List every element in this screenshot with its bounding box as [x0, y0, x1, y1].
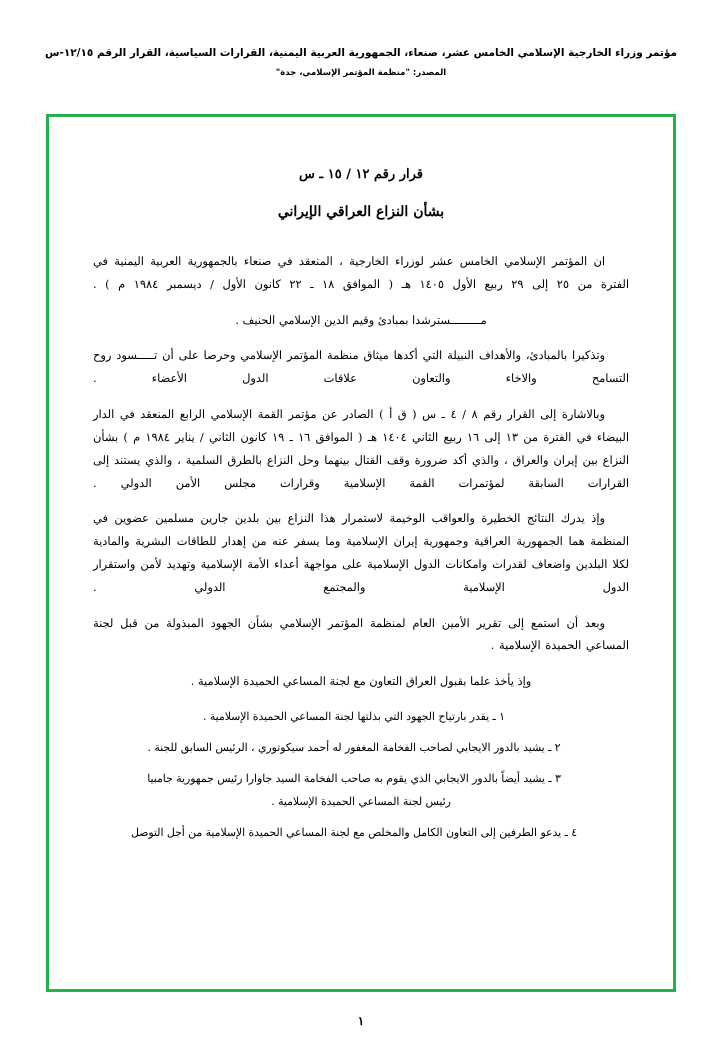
- paragraph-reference-resolution: وبالاشارة إلى القرار رقم ٨ / ٤ ـ س ( ق أ ) الصادر عن مؤتمر القمة الإسلامي الرابع المنعقد في الدار البيضاء في الفترة من ١٣ إلى ١٦ ربيع الثاني ١٤٠٤ هـ ( الموافق ١٦ ـ ١٩ كانون الثاني / يناير ١٩٨٤ م ) بشأن النزاع بين إيران والعراق ، والذي أكد ضرورة وقف القتال بينهما وحل النزاع بالطرق السلمية ، والذي يستند إلى القرارات السابقة لمؤتمرات القمة الإسلامية وقرارات مجلس الأمن الدولي .: [93, 407, 629, 490]
- header-source-line: المصدر: "منظمة المؤتمر الإسلامي، جدة": [275, 67, 447, 78]
- document-header: [0, 0, 722, 80]
- paragraph-iraq-cooperation: وإذ يأخذ علما بقبول العراق التعاون مع لجنة المساعي الحميدة الإسلامية .: [190, 674, 532, 689]
- content-frame: [46, 114, 676, 992]
- list-item: ٤ ـ يدعو الطرفين إلى التعاون الكامل والمخلص مع لجنة المساعي الحميدة الإسلامية من أجل التوصل: [131, 826, 577, 840]
- paragraph-guided-by: مـــــــــسترشدا بمبادئ وقيم الدين الإسلامي الحنيف .: [235, 312, 487, 327]
- paragraph-secretary-report: وبعد أن استمع إلى تقرير الأمين العام لمنظمة المؤتمر الإسلامي بشأن الجهود المبذولة من قبل لجنة المساعي الحميدة الإسلامية .: [93, 615, 629, 653]
- list-item: ١ ـ يقدر بارتياح الجهود التي بذلتها لجنة المساعي الحميدة الإسلامية .: [203, 710, 505, 723]
- paragraph-preamble-1: ان المؤتمر الإسلامي الخامس عشر لوزراء الخارجية ، المنعقد في صنعاء بالجمهورية العربية اليمنية في الفترة من ٢٥ إلى ٢٩ ربيع الأول ١٤٠٥ هـ ( الموافق ١٨ ـ ٢٢ كانون الأول / ديسمبر ١٩٨٤ م ) .: [93, 254, 629, 291]
- resolution-subject-title: بشأن النزاع العراقي الإيراني: [277, 204, 445, 220]
- list-item-continuation: رئيس لجنة المساعي الحميدة الإسلامية .: [271, 795, 451, 809]
- resolution-body: [93, 250, 629, 843]
- list-item: ٢ ـ يشيد بالدور الايجابي لصاحب الفخامة المغفور له أحمد سيكوتوري ، الرئيس السابق للجنة .: [147, 741, 561, 755]
- paragraph-principles: وتذكيرا بالمبادئ، والأهداف النبيلة التي أكدها ميثاق منظمة المؤتمر الإسلامي وحرصا على أن تـــــسود روح التسامح والاخاء والتعاون علاقات الدول الأعضاء .: [93, 348, 629, 386]
- header-title-line: مؤتمر وزراء الخارجية الإسلامي الخامس عشر، صنعاء، الجمهورية العربية اليمنية، القرارات السياسية، القرار الرقم ١٢/١٥-س: [44, 47, 677, 59]
- paragraph-consequences: وإذ يدرك النتائج الخطيرة والعواقب الوخيمة لاستمرار هذا النزاع بين بلدين جارين مسلمين عضوين في المنظمة هما الجمهورية العراقية وجمهورية إيران الإسلامية وما يسفر عنه من إهدار للطاقات البشرية والمادية لكلا البلدين واضعاف لقدرات وامكانات الدول الإسلامية على مواجهة أعداء الأمة الإسلامية وتهديد لأمن واستقرار الدول الإسلامية والمجتمع الدولي .: [93, 511, 629, 594]
- content-frame-inner: [49, 117, 673, 989]
- resolution-number-title: قرار رقم ١٢ / ١٥ ـ س: [299, 167, 423, 182]
- page-number: ١: [357, 1014, 365, 1028]
- list-item: ٣ ـ يشيد أيضاً بالدور الايجابي الذي يقوم به صاحب الفخامة السيد جاوارا رئيس جمهورية جامبيا: [147, 772, 561, 786]
